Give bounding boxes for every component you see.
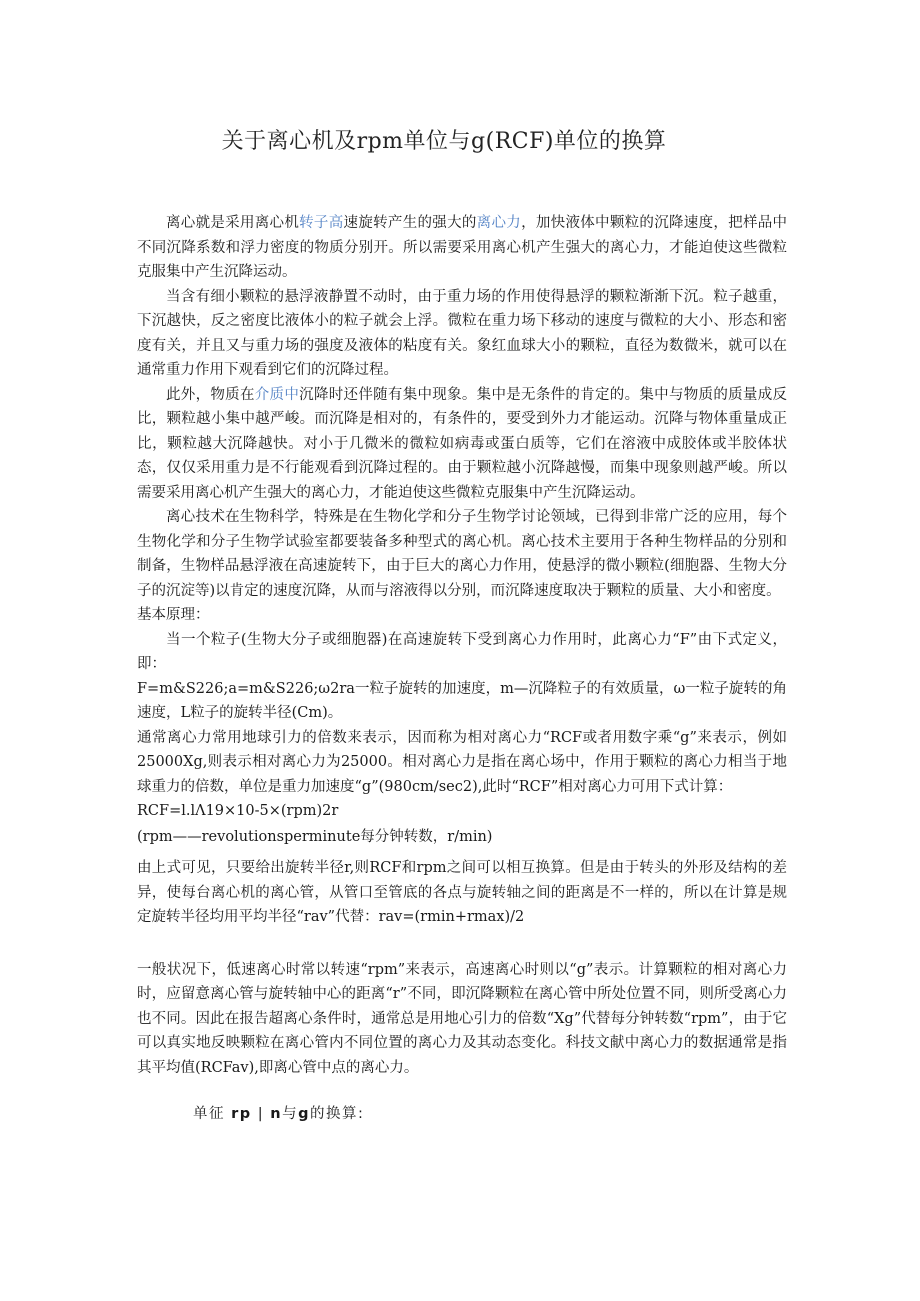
text-run: n [270, 1106, 283, 1122]
page-title: 关于离心机及rpm单位与g(RCF)单位的换算 [221, 129, 667, 154]
text-run: 的换算: [309, 1106, 365, 1122]
paragraph-applications: 离心技术在生物科学，特殊是在生物化学和分子生物学讨论领域，已得到非常广泛的应用，每个生物化学和分子生物学试验室都要装备多种型式的离心机。离心技术主要用于各种生物样品的分别和制备，生物样品悬浮液在高速旋转下，由于巨大的离心力作用，使悬浮的微小颗粒(细胞器、生物大分子的沉淀等)以肯定的速度沉降，从而与溶液得以分别，而沉降速度取决于颗粒的质量、大小和密度。 [137, 509, 787, 599]
paragraph-conversion: 由上式可见，只要给出旋转半径r,则RCF和rpm之间可以相互换算。但是由于转头的外形及结构的差异，使每台离心机的离心管，从管口至管底的各点与旋转轴之间的距离是不一样的，所以在计算是规定旋转半径均用平均半径“rav”代替：rav=(rmin+rmax)/2 [137, 860, 787, 925]
text-run: 单征 [193, 1106, 225, 1122]
formula-force: F=m&S226;a=m&S226;ω2ra一粒子旋转的加速度，m—沉降粒子的有效质量，ω一粒子旋转的角速度，L粒子的旋转半径(Cm)。 [137, 680, 787, 721]
text-run: 速旋转产生的强大的 [343, 215, 477, 231]
formula-rcf: RCF=l.lΛ19×10-5×(rpm)2r [137, 803, 339, 819]
paragraph-sedimentation: 当含有细小颗粒的悬浮液静置不动时，由于重力场的作用使得悬浮的颗粒渐渐下沉。粒子越重，下沉越快，反之密度比液体小的粒子就会上浮。微粒在重力场下移动的速度与微粒的大小、形态和密度有关，并且又与重力场的强度及液体的粘度有关。象红血球大小的颗粒，直径为数微米，就可以在通常重力作用下观看到它们的沉降过程。 [137, 288, 787, 378]
text-run: g [298, 1106, 310, 1122]
link-medium[interactable]: 介质中 [254, 386, 300, 403]
paragraph-diffusion [137, 383, 787, 506]
paragraph-intro [137, 211, 787, 285]
text-run: 沉降时还伴随有集中现象。集中是无条件的肯定的。集中与物质的质量成反比，颗粒越小集中越严峻。而沉降是相对的，有条件的，要受到外力才能运动。沉降与物体重量成正比，颗粒越大沉降越快。对小于几微米的微粒如病毒或蛋白质等，它们在溶液中成胶体或半胶体状态，仅仅采用重力是不行能观看到沉降过程的。由于颗粒越小沉降越慢，而集中现象则越严峻。所以需要采用离心机产生强大的离心力，才能迫使这些微粒克服集中产生沉降运动。 [137, 386, 788, 501]
section-heading-conversion [193, 1102, 364, 1123]
document-body [137, 211, 787, 1080]
text-run: rp [231, 1106, 252, 1122]
text-run: ，加快液体中颗粒的沉降速度，把样品中不同沉降系数和浮力密度的物质分别开。所以需要采用离心机产生强大的离心力，才能迫使这些微粒克服集中产生沉降运动。 [137, 215, 788, 280]
paragraph-rcf: 通常离心力常用地球引力的倍数来表示，因而称为相对离心力“RCF或者用数字乘“g”来表示，例如25000Xg,则表示相对离心力为25000。相对离心力是指在离心场中，作用于颗粒的离心力相当于地球重力的倍数，单位是重力加速度“g”(980cm∕sec2),此时“RCF”相对离心力可用下式计算： [137, 729, 787, 795]
spacer [137, 930, 787, 958]
formula-rpm-note: (rpm——revolutionsperminute每分钟转数，r/min) [137, 828, 493, 845]
text-run: 与 [282, 1106, 299, 1122]
text-run: 离心就是采用离心机 [166, 215, 300, 231]
link-rotor-high[interactable]: 转子高 [299, 215, 344, 231]
section-heading-principle: 基本原理： [137, 607, 210, 623]
link-centrifugal-force[interactable]: 离心力 [476, 215, 522, 231]
paragraph-speed-vs-g: 一般状况下，低速离心时常以转速“rpm”来表示，高速离心时则以“g”表示。计算颗粒的相对离心力时，应留意离心管与旋转轴中心的距离“r”不同，即沉降颗粒在离心管中所处位置不同，则所受离心力也不同。因此在报告超离心条件时，通常总是用地心引力的倍数“Xg”代替每分钟转数“rpm”，由于它可以真实地反映颗粒在离心管内不同位置的离心力及其动态变化。科技文献中离心力的数据通常是指其平均值(RCFav),即离心管中点的离心力。 [137, 961, 787, 1076]
paragraph-force-definition: 当一个粒子(生物大分子或细胞器)在高速旋转下受到离心力作用时，此离心力“F”由下式定义，即： [137, 631, 787, 672]
text-run: | [257, 1106, 265, 1122]
text-run: 此外，物质在 [166, 386, 255, 403]
